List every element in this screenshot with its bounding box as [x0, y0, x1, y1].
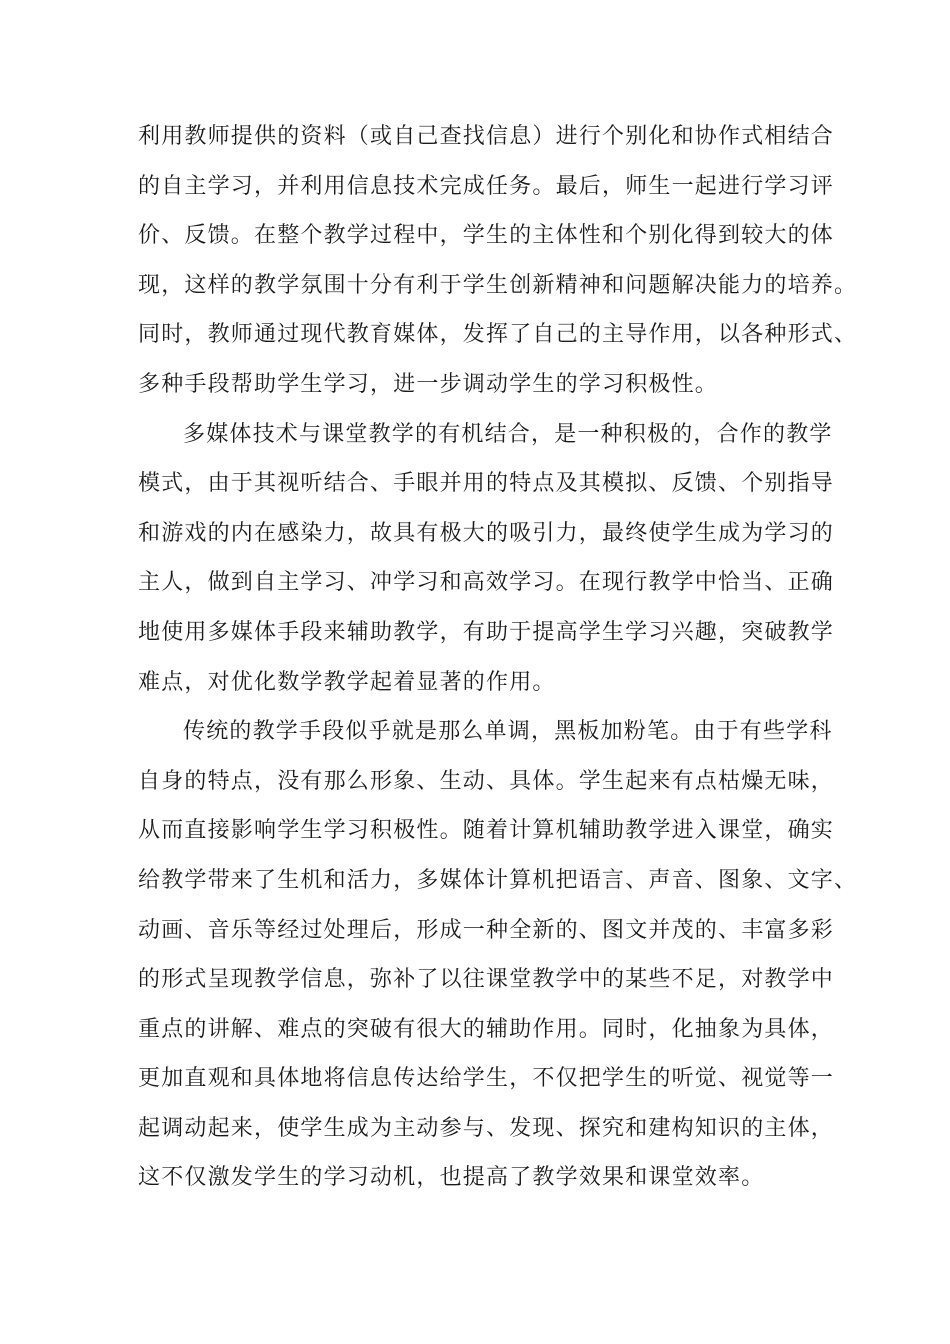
text-line: 这不仅激发学生的学习动机，也提高了教学效果和课堂效率。: [138, 1165, 765, 1191]
paragraph-3: [138, 707, 858, 1203]
text-line: 价、反馈。在整个教学过程中，学生的主体性和个别化得到较大的体: [138, 223, 835, 249]
text-line: 多媒体技术与课堂教学的有机结合，是一种积极的，合作的教学: [183, 421, 833, 447]
text-line: 和游戏的内在感染力，故具有极大的吸引力，最终使学生成为学习的: [138, 520, 835, 546]
text-line: 现，这样的教学氛围十分有利于学生创新精神和问题解决能力的培养。: [138, 272, 858, 298]
text-line: 多种手段帮助学生学习，进一步调动学生的学习积极性。: [138, 371, 719, 397]
text-line: 动画、音乐等经过处理后，形成一种全新的、图文并茂的、丰富多彩: [138, 917, 835, 943]
text-line: 更加直观和具体地将信息传达给学生，不仅把学生的听觉、视觉等一: [138, 1066, 835, 1092]
text-line: 的形式呈现教学信息，弥补了以往课堂教学中的某些不足，对教学中: [138, 967, 835, 993]
text-line: 起调动起来，使学生成为主动参与、发现、探究和建构知识的主体，: [138, 1115, 835, 1141]
text-line: 从而直接影响学生学习积极性。随着计算机辅助教学进入课堂，确实: [138, 818, 835, 844]
text-line: 的自主学习，并利用信息技术完成任务。最后，师生一起进行学习评: [138, 173, 835, 199]
text-line: 地使用多媒体手段来辅助教学，有助于提高学生学习兴趣，突破教学: [138, 619, 835, 645]
text-line: 同时，教师通过现代教育媒体，发挥了自己的主导作用，以各种形式、: [138, 322, 858, 348]
text-line: 传统的教学手段似乎就是那么单调，黑板加粉笔。由于有些学科: [183, 719, 833, 745]
paragraph-1: [138, 112, 858, 410]
text-line: 给教学带来了生机和活力，多媒体计算机把语言、声音、图象、文字、: [138, 867, 858, 893]
text-line: 主人，做到自主学习、冲学习和高效学习。在现行教学中恰当、正确: [138, 570, 835, 596]
text-line: 利用教师提供的资料（或自己查找信息）进行个别化和协作式相结合: [138, 124, 835, 149]
text-line: 难点，对优化数学教学起着显著的作用。: [138, 669, 556, 695]
text-line: 自身的特点，没有那么形象、生动、具体。学生起来有点枯燥无味，: [138, 768, 835, 794]
text-line: 重点的讲解、难点的突破有很大的辅助作用。同时，化抽象为具体，: [138, 1016, 835, 1042]
body-text: [138, 112, 858, 1203]
text-line: 模式，由于其视听结合、手眼并用的特点及其模拟、反馈、个别指导: [138, 471, 835, 497]
paragraph-2: [138, 410, 835, 708]
